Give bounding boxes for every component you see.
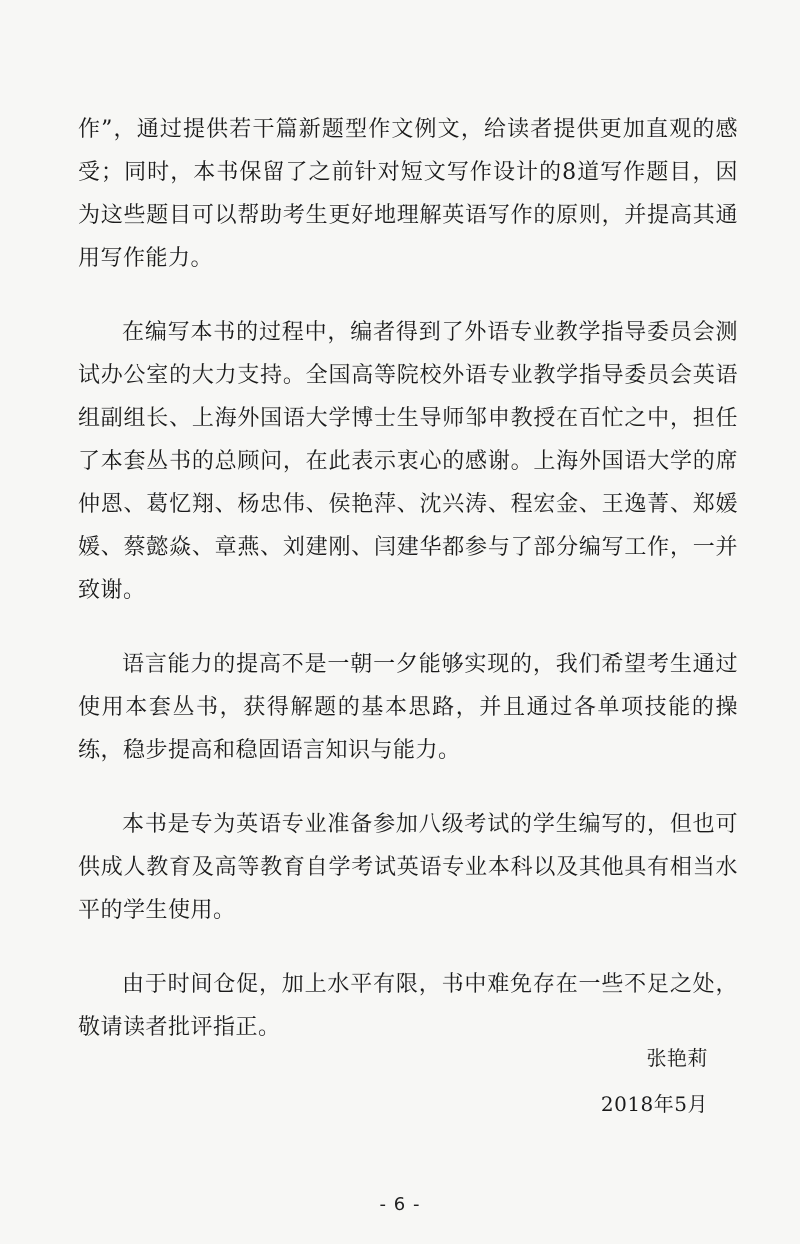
author-signature: 张艳莉 (646, 1046, 708, 1070)
paragraph-language-ability: 语言能力的提高不是一朝一夕能够实现的，我们希望考生通过使用本套丛书，获得解题的基本思路，并且通过各单项技能的操练，稳步提高和稳固语言知识与能力。 (78, 652, 738, 763)
page-number: - 6 - (379, 1194, 421, 1215)
paragraph-audience: 本书是专为英语专业准备参加八级考试的学生编写的，但也可供成人教育及高等教育自学考试英语专业本科以及其他具有相当水平的学生使用。 (78, 812, 738, 923)
signature-date: 2018年5月 (600, 1092, 708, 1116)
paragraph-continuation: 作”，通过提供若干篇新题型作文例文，给读者提供更加直观的感受；同时，本书保留了之前针对短文写作设计的8道写作题目，因为这些题目可以帮助考生更好地理解英语写作的原则，并提高其通用写作能力。 (78, 117, 738, 271)
paragraph-acknowledgements: 在编写本书的过程中，编者得到了外语专业教学指导委员会测试办公室的大力支持。全国高等院校外语专业教学指导委员会英语组副组长、上海外国语大学博士生导师邹申教授在百忙之中，担任了本套丛书的总顾问，在此表示衷心的感谢。上海外国语大学的席仲恩、葛忆翔、杨忠伟、侯艳萍、沈兴涛、程宏金、王逸菁、郑媛媛、蔡懿焱、章燕、刘建刚、闫建华都参与了部分编写工作，一并致谢。 (78, 320, 738, 603)
body-text (78, 108, 738, 1080)
paragraph-closing: 由于时间仓促，加上水平有限，书中难免存在一些不足之处，敬请读者批评指正。 (78, 972, 738, 1040)
